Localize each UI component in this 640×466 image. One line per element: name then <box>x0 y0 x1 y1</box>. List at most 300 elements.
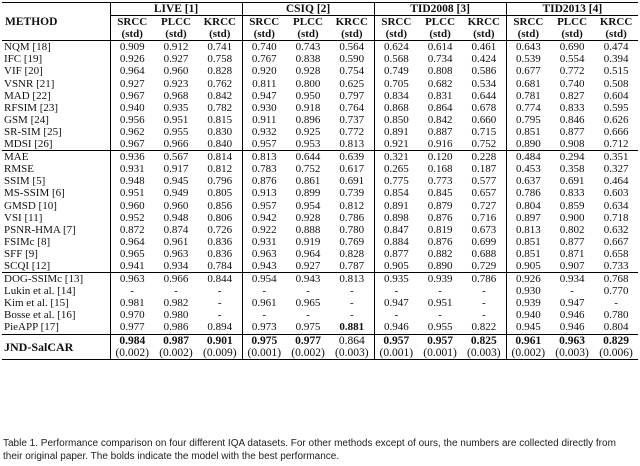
score-cell: 0.834 <box>374 90 418 102</box>
score-cell: 0.804 <box>603 321 629 334</box>
results-table-container <box>2 2 638 360</box>
score-cell: 0.752 <box>471 138 497 151</box>
score-cell: 0.688 <box>471 247 497 260</box>
score-cell: - <box>110 285 154 297</box>
score-cell: 0.699 <box>471 235 497 248</box>
score-cell: 0.928 <box>295 211 321 224</box>
score-cell: 0.943 <box>242 260 286 273</box>
metric-header: SRCC <box>506 16 550 29</box>
method-name: IFC [19] <box>4 53 43 66</box>
score-cell: - <box>438 285 442 298</box>
score-cell: 0.982 <box>163 297 189 310</box>
score-cell: 0.851 <box>506 126 550 138</box>
score-cell: 0.941 <box>110 260 154 273</box>
score-cell: 0.819 <box>427 223 453 236</box>
score-cell: 0.660 <box>471 113 497 126</box>
std-header: (std) <box>506 28 550 41</box>
score-cell: 0.739 <box>339 187 365 200</box>
ours-std-cell: (0.001) <box>374 347 418 360</box>
table-row <box>2 260 638 273</box>
method-name: Kim et al. [15] <box>4 297 69 310</box>
ours-std-cell: (0.002) <box>154 347 198 360</box>
ours-score-cell: 0.984 <box>110 334 154 347</box>
score-cell: 0.394 <box>603 53 629 66</box>
score-cell: 0.464 <box>603 175 629 188</box>
score-cell: 0.787 <box>339 259 365 272</box>
score-cell: 0.294 <box>550 151 594 164</box>
score-cell: - <box>174 285 178 298</box>
score-cell: 0.840 <box>207 138 233 151</box>
score-cell: 0.973 <box>242 321 286 334</box>
score-cell: 0.920 <box>242 65 286 77</box>
std-header: (std) <box>286 28 330 41</box>
score-cell: 0.643 <box>506 41 550 54</box>
score-cell: 0.956 <box>110 114 154 126</box>
method-name: VIF [20] <box>4 65 43 78</box>
score-cell: 0.961 <box>163 235 189 248</box>
score-cell: 0.774 <box>506 102 550 114</box>
table-row <box>2 41 638 54</box>
score-cell: 0.749 <box>374 65 418 77</box>
score-cell: 0.657 <box>471 187 497 200</box>
table-row <box>2 78 638 90</box>
score-cell: 0.783 <box>242 163 286 175</box>
dataset-header-tid2013: TID2013 [4] <box>506 3 638 16</box>
score-cell: 0.564 <box>339 41 365 54</box>
dataset-header-tid2008: TID2008 [3] <box>374 3 506 16</box>
score-cell: 0.890 <box>427 259 453 272</box>
ours-score-cell: 0.975 <box>242 334 286 347</box>
score-cell: 0.981 <box>110 297 154 309</box>
score-cell: 0.614 <box>427 41 453 54</box>
score-cell: 0.965 <box>295 297 321 310</box>
score-cell: 0.604 <box>603 89 629 102</box>
score-cell: 0.940 <box>110 102 154 114</box>
score-cell: 0.515 <box>603 65 629 78</box>
score-cell: 0.842 <box>427 113 453 126</box>
score-cell: 0.775 <box>374 175 418 187</box>
score-cell: 0.752 <box>295 163 321 176</box>
table-row <box>2 102 638 114</box>
score-cell: 0.321 <box>374 151 418 164</box>
score-cell: 0.967 <box>110 138 154 151</box>
score-cell: 0.861 <box>295 175 321 188</box>
std-header: (std) <box>330 28 374 41</box>
score-cell: 0.926 <box>110 53 154 65</box>
std-header: (std) <box>242 28 286 41</box>
score-cell: 0.882 <box>427 247 453 260</box>
score-cell: 0.772 <box>339 125 365 138</box>
score-cell: 0.884 <box>374 236 418 248</box>
score-cell: 0.830 <box>207 125 233 138</box>
method-name: GSM [24] <box>4 113 49 126</box>
score-cell: 0.632 <box>603 223 629 236</box>
score-cell: 0.931 <box>242 236 286 248</box>
score-cell: - <box>217 297 222 310</box>
score-cell: 0.813 <box>506 224 550 236</box>
method-name: Bosse et al. [16] <box>4 309 76 322</box>
score-cell: 0.955 <box>427 321 453 334</box>
table-row <box>2 297 638 309</box>
score-cell: 0.812 <box>207 163 233 176</box>
score-cell: 0.682 <box>427 77 453 90</box>
ours-std-cell: (0.001) <box>418 347 462 360</box>
score-cell: 0.945 <box>506 321 550 334</box>
score-cell: 0.963 <box>110 273 154 286</box>
score-cell: 0.934 <box>550 273 594 286</box>
score-cell: 0.922 <box>242 224 286 236</box>
score-cell: 0.957 <box>242 200 286 212</box>
score-cell: 0.918 <box>295 101 321 114</box>
std-header: (std) <box>550 28 594 41</box>
table-row <box>2 321 638 334</box>
score-cell: 0.935 <box>374 273 418 286</box>
score-cell: 0.780 <box>603 309 629 322</box>
score-cell: 0.804 <box>506 200 550 212</box>
score-cell: 0.923 <box>163 77 189 90</box>
score-cell: 0.729 <box>471 259 497 272</box>
std-header: (std) <box>418 28 462 41</box>
method-name: VSI [11] <box>4 211 43 224</box>
score-cell: 0.950 <box>295 89 321 102</box>
score-cell: 0.795 <box>506 114 550 126</box>
score-cell: - <box>374 309 418 321</box>
score-cell: 0.690 <box>559 41 585 54</box>
score-cell: 0.925 <box>295 125 321 138</box>
score-cell: 0.890 <box>506 138 550 151</box>
score-cell: 0.871 <box>559 247 585 260</box>
score-cell: 0.962 <box>110 126 154 138</box>
metric-header: PLCC <box>425 16 456 29</box>
score-cell: 0.960 <box>163 199 189 212</box>
score-cell: 0.850 <box>374 114 418 126</box>
metric-header: SRCC <box>110 16 154 29</box>
method-name: RMSE <box>4 163 34 176</box>
score-cell: 0.874 <box>163 223 189 236</box>
score-cell: - <box>242 285 286 297</box>
score-cell: 0.928 <box>295 65 321 78</box>
score-cell: 0.187 <box>471 163 497 176</box>
score-cell: 0.743 <box>295 41 321 54</box>
method-name: MS-SSIM [6] <box>4 187 65 200</box>
score-cell: 0.970 <box>110 309 154 321</box>
score-cell: 0.949 <box>163 187 189 200</box>
table-row <box>2 200 638 212</box>
score-cell: 0.534 <box>471 77 497 90</box>
score-cell: 0.864 <box>427 101 453 114</box>
table-row <box>2 175 638 187</box>
score-cell: 0.758 <box>207 53 233 66</box>
score-cell: 0.626 <box>603 113 629 126</box>
dataset-header-live: LIVE [1] <box>110 3 242 16</box>
method-name: SR-SIM [25] <box>4 125 62 138</box>
score-cell: 0.644 <box>471 89 497 102</box>
method-name: FSIMc [8] <box>4 235 51 248</box>
std-header: (std) <box>462 28 506 41</box>
table-row <box>2 224 638 236</box>
score-cell: 0.800 <box>295 77 321 90</box>
score-cell: 0.939 <box>506 297 550 309</box>
std-header: (std) <box>198 28 242 41</box>
score-cell: 0.754 <box>339 65 365 78</box>
score-cell: 0.948 <box>163 211 189 224</box>
score-cell: 0.786 <box>506 187 550 199</box>
score-cell: 0.740 <box>242 41 286 54</box>
score-cell: 0.846 <box>559 113 585 126</box>
score-cell: 0.782 <box>207 101 233 114</box>
score-cell: 0.828 <box>339 247 365 260</box>
score-cell: 0.838 <box>295 53 321 66</box>
score-cell: 0.691 <box>559 175 585 188</box>
ours-score-cell: 0.987 <box>154 334 198 347</box>
score-cell: 0.120 <box>418 151 462 164</box>
score-cell: 0.954 <box>295 199 321 212</box>
metric-header: KRCC <box>203 16 236 29</box>
score-cell: 0.963 <box>242 248 286 260</box>
ours-score-cell: 0.901 <box>198 334 242 347</box>
score-cell: 0.957 <box>242 138 286 151</box>
score-cell: 0.484 <box>506 151 550 164</box>
method-name: Lukin et al. [14] <box>4 285 76 298</box>
score-cell: - <box>306 285 310 298</box>
score-cell: 0.712 <box>603 138 629 151</box>
table-row <box>2 151 638 164</box>
score-cell: 0.930 <box>242 102 286 114</box>
method-name: SCQI [12] <box>4 259 51 272</box>
score-cell: 0.896 <box>295 113 321 126</box>
score-cell: 0.908 <box>559 138 585 151</box>
method-name: MDSI [26] <box>4 138 53 151</box>
method-header: METHOD <box>2 3 110 41</box>
score-cell: 0.888 <box>295 223 321 236</box>
ours-method-name: JND-SalCAR <box>2 334 110 359</box>
score-cell: 0.539 <box>506 53 550 65</box>
score-cell: 0.666 <box>603 125 629 138</box>
score-cell: 0.912 <box>163 41 189 54</box>
score-cell: 0.827 <box>559 89 585 102</box>
score-cell: 0.905 <box>374 260 418 273</box>
ours-std-cell: (0.002) <box>110 347 154 360</box>
metric-header: KRCC <box>599 16 633 29</box>
score-cell: - <box>217 285 222 298</box>
table-caption: Table 1. Performance comparison on four different IQA datasets. For other methods except of ours, the numbers are collected directly from their original paper. The bolds indicate the model with the best performance. <box>3 438 616 462</box>
score-cell: 0.965 <box>110 248 154 260</box>
score-cell: 0.964 <box>295 247 321 260</box>
metric-header: KRCC <box>335 16 368 29</box>
score-cell: 0.634 <box>603 199 629 212</box>
score-cell: 0.951 <box>427 297 453 310</box>
score-cell: 0.767 <box>242 53 286 65</box>
score-cell: 0.805 <box>207 187 233 200</box>
method-name: SFF [9] <box>4 247 38 260</box>
score-cell: 0.833 <box>559 187 585 200</box>
score-cell: 0.877 <box>374 248 418 260</box>
score-cell: 0.784 <box>207 259 233 272</box>
score-cell: 0.931 <box>110 163 154 175</box>
score-cell: 0.927 <box>110 78 154 90</box>
score-cell: 0.930 <box>506 285 550 297</box>
score-cell: 0.577 <box>471 175 497 188</box>
score-cell: 0.715 <box>471 125 497 138</box>
score-cell: 0.667 <box>603 235 629 248</box>
score-cell: 0.691 <box>339 175 365 188</box>
score-cell: 0.854 <box>374 187 418 199</box>
score-cell: 0.891 <box>374 200 418 212</box>
score-cell: 0.947 <box>559 297 585 310</box>
score-cell: 0.939 <box>418 273 462 286</box>
std-header: (std) <box>154 28 198 41</box>
score-cell: 0.954 <box>242 273 286 286</box>
method-name: VSNR [21] <box>4 77 55 90</box>
score-cell: 0.658 <box>603 247 629 260</box>
score-cell: 0.718 <box>603 211 629 224</box>
score-cell: 0.921 <box>374 138 418 151</box>
dataset-header-csiq: CSIQ [2] <box>242 3 374 16</box>
score-cell: - <box>570 285 574 298</box>
score-cell: 0.927 <box>163 53 189 66</box>
score-cell: 0.868 <box>374 102 418 114</box>
score-cell: 0.977 <box>110 321 154 334</box>
table-row <box>2 248 638 260</box>
results-table <box>2 2 638 360</box>
table-row <box>2 187 638 199</box>
metric-header: SRCC <box>374 16 418 29</box>
score-cell: 0.952 <box>110 212 154 224</box>
score-cell: 0.637 <box>506 175 550 187</box>
score-cell: 0.554 <box>559 53 585 66</box>
score-cell: 0.603 <box>603 187 629 200</box>
score-cell: 0.815 <box>207 113 233 126</box>
score-cell: 0.964 <box>110 65 154 77</box>
ours-std-cell: (0.003) <box>330 347 374 360</box>
method-name: PieAPP [17] <box>4 321 59 334</box>
score-cell: 0.943 <box>286 273 330 286</box>
score-cell: 0.678 <box>471 101 497 114</box>
score-cell: 0.905 <box>506 260 550 273</box>
ours-std-cell: (0.006) <box>594 347 638 360</box>
score-cell: 0.947 <box>242 90 286 102</box>
score-cell: 0.740 <box>559 77 585 90</box>
score-cell: 0.881 <box>339 321 365 334</box>
ours-score-cell: 0.957 <box>418 334 462 347</box>
score-cell: 0.265 <box>374 163 418 175</box>
score-cell: 0.955 <box>163 125 189 138</box>
ours-std-cell: (0.002) <box>286 347 330 360</box>
score-cell: 0.927 <box>295 259 321 272</box>
score-cell: 0.769 <box>339 235 365 248</box>
score-cell: 0.898 <box>374 212 418 224</box>
score-cell: 0.808 <box>427 65 453 78</box>
score-cell: 0.946 <box>559 321 585 334</box>
score-cell: 0.940 <box>506 309 550 321</box>
score-cell: 0.508 <box>603 77 629 90</box>
score-cell: 0.879 <box>427 199 453 212</box>
score-cell: 0.770 <box>603 285 629 298</box>
score-cell: 0.877 <box>559 125 585 138</box>
score-cell: 0.945 <box>163 175 189 188</box>
score-cell: 0.812 <box>339 199 365 212</box>
score-cell: 0.966 <box>163 138 189 151</box>
score-cell: 0.986 <box>163 321 189 334</box>
metric-header: KRCC <box>467 16 500 29</box>
score-cell: 0.813 <box>339 138 365 151</box>
score-cell: - <box>481 309 486 322</box>
method-name: MAD [22] <box>4 89 51 102</box>
score-cell: 0.813 <box>242 151 286 164</box>
score-cell: 0.814 <box>198 151 242 164</box>
score-cell: 0.327 <box>603 163 629 176</box>
score-cell: 0.917 <box>163 163 189 176</box>
score-cell: 0.926 <box>506 273 550 286</box>
score-cell: 0.900 <box>559 211 585 224</box>
ours-score-cell: 0.864 <box>330 334 374 347</box>
table-row <box>2 138 638 151</box>
table-row <box>2 212 638 224</box>
score-cell: 0.772 <box>559 65 585 78</box>
score-cell: 0.897 <box>506 212 550 224</box>
score-cell: 0.946 <box>374 321 418 334</box>
table-row <box>2 163 638 175</box>
score-cell: 0.741 <box>207 41 233 54</box>
ours-std-cell: (0.003) <box>462 347 506 360</box>
score-cell: 0.876 <box>427 211 453 224</box>
ours-std-cell: (0.003) <box>550 347 594 360</box>
score-cell: 0.980 <box>163 309 189 322</box>
score-cell: 0.951 <box>110 187 154 199</box>
score-cell: 0.894 <box>207 321 233 334</box>
score-cell: 0.842 <box>207 89 233 102</box>
score-cell: 0.762 <box>207 77 233 90</box>
score-cell: 0.836 <box>207 235 233 248</box>
score-cell: 0.802 <box>559 223 585 236</box>
ours-score-cell: 0.963 <box>550 334 594 347</box>
score-cell: 0.916 <box>427 138 453 151</box>
score-cell: 0.625 <box>339 77 365 90</box>
table-row <box>2 236 638 248</box>
table-row <box>2 126 638 138</box>
std-header: (std) <box>110 28 154 41</box>
score-cell: 0.845 <box>427 187 453 200</box>
method-name: MAE <box>2 151 110 164</box>
score-cell: - <box>481 285 486 298</box>
score-cell: - <box>481 297 486 310</box>
score-cell: 0.964 <box>110 236 154 248</box>
method-name: PSNR-HMA [7] <box>4 223 76 236</box>
score-cell: 0.887 <box>427 125 453 138</box>
score-cell: 0.786 <box>462 273 506 286</box>
score-cell: 0.639 <box>330 151 374 164</box>
score-cell: 0.673 <box>471 223 497 236</box>
method-name: DOG-SSIMc [13] <box>2 273 110 286</box>
score-cell: 0.942 <box>242 212 286 224</box>
metric-header: PLCC <box>293 16 323 29</box>
score-cell: 0.644 <box>286 151 330 164</box>
ours-score-cell: 0.961 <box>506 334 550 347</box>
score-cell: 0.831 <box>427 89 453 102</box>
score-cell: 0.876 <box>242 175 286 187</box>
score-cell: 0.822 <box>471 321 497 334</box>
score-cell: 0.773 <box>427 175 453 188</box>
metric-header: PLCC <box>557 16 588 29</box>
score-cell: 0.474 <box>603 41 629 54</box>
score-cell: - <box>242 309 286 321</box>
score-cell: 0.780 <box>339 223 365 236</box>
score-cell: 0.960 <box>110 200 154 212</box>
score-cell: 0.568 <box>374 53 418 65</box>
score-cell: 0.768 <box>594 273 638 286</box>
score-cell: 0.734 <box>427 53 453 66</box>
score-cell: 0.907 <box>559 259 585 272</box>
